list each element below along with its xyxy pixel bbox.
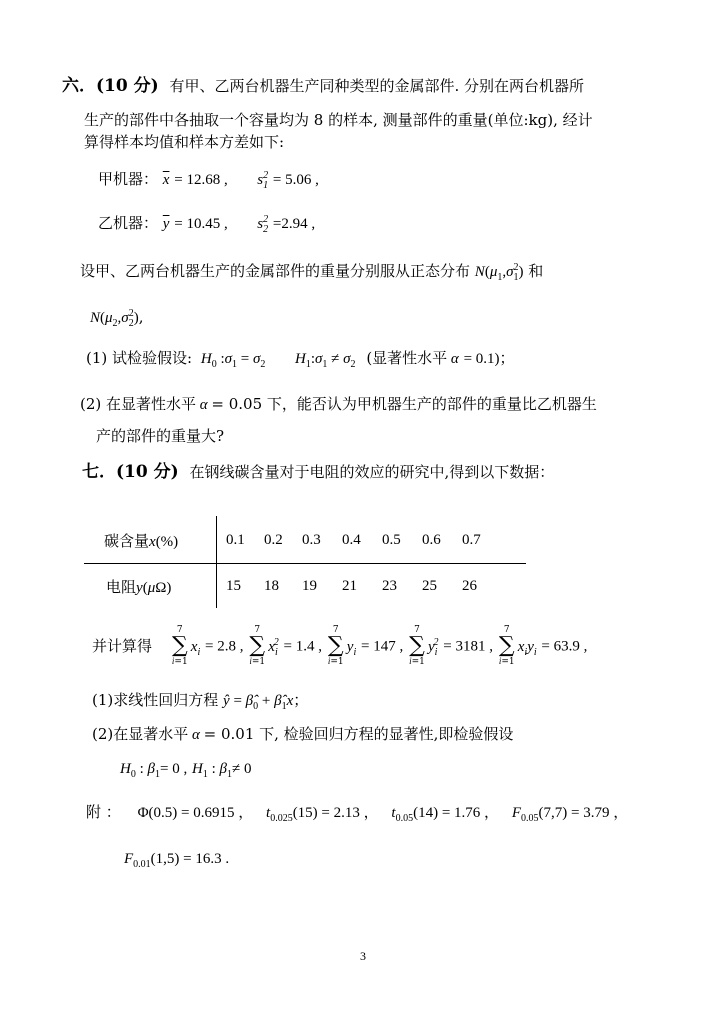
resistance-value-cell: 15 [226,578,241,594]
q6-part1-c: = 0.1)； [463,351,515,367]
q6-text5-end: , [138,308,144,326]
x-bar-symbol: $\overline{x}$ [162,172,170,188]
carbon-value-cell: 0.4 [342,532,361,548]
appendix-t1: (15) = 2.13 ， [292,805,379,821]
q6-line3: 算得样本均值和样本方差如下: [84,133,285,151]
q6-text4-end: 和 [528,262,544,280]
sum-x2: = 1.4 , [283,638,322,655]
jia-var: = 5.06 , [272,172,319,188]
q6-line1 [62,76,584,96]
q6-text4: 设甲、乙两台机器生产的金属部件的重量分别服从正态分布 [80,262,471,280]
q6-jia-line [98,166,319,196]
q6-line2: 生产的部件中各抽取一个容量均为 8 的样本, 测量部件的重量(单位:kg), 经计 [84,111,593,129]
s2-symbol: $s_2^2$ [257,214,269,235]
q7-part1: (1)求线性回归方程 ŷ = $\betâ_0$ + $\betâ_1x$； [92,691,309,712]
h1-value: ≠ 0 [232,761,252,777]
carbon-value-cell: 0.6 [422,532,441,548]
table-row2-label: 电阻y(μΩ) [106,578,172,596]
yi-label: 乙机器： [98,214,159,232]
q7-line1 [82,462,554,482]
q6-part2-a: (2) 在显著性水平 [80,395,197,413]
q7-part1-a: (1)求线性回归方程 [92,691,219,709]
q7-text1: 在钢线碳含量对于电阻的效应的研究中,得到以下数据： [189,463,555,481]
q7-part2-a: (2)在显著水平 [92,725,189,743]
resistance-value-cell: 25 [422,578,437,594]
carbon-value-cell: 0.2 [264,532,283,548]
carbon-value-cell: 0.7 [462,532,481,548]
table-row1-label: 碳含量x(%) [104,532,179,550]
h0-value: = 0 , [160,761,188,777]
q7-hypothesis: $H_0$ : $\beta_1= 0$ , $H_1$ : $\beta_1\ne 0$ [120,761,252,780]
q7-part2-b: = 0.01 下, 检验回归方程的显著性,即检验假设 [203,725,514,743]
yi-var: =2.94 , [272,216,316,232]
q6-part1-b: (显著性水平 [366,349,448,367]
q6-part1: (1) 试检验假设: $H_0$ $:\sigma_1 = \sigma_2$ $H_1:\sigma_1 \ne \sigma_2$ (显著性水平 α = 0.1)； [86,349,515,370]
q6-part1-a: (1) 试检验假设: [86,349,193,367]
table-divider-vertical [216,516,217,608]
sum-x: = 2.8 , [205,638,244,655]
resistance-value-cell: 26 [462,578,477,594]
q6-part2: (2) 在显著性水平 α = 0.05 下，能否认为甲机器生产的部件的重量比乙机器生 [80,395,597,413]
resistance-value-cell: 18 [264,578,279,594]
q6-heading: 六．(10 分) [62,76,159,96]
q6-part2-c: 产的部件的重量大? [96,427,225,445]
sum-y: = 147 , [361,638,404,655]
appendix-phi: Φ(0.5) = 0.6915 ， [137,805,254,821]
appendix-label: 附 ： [86,803,121,821]
q6-line5: $N(\mu_2,\sigma_2^2)$, [90,308,144,329]
q7-part2: (2)在显著水平 α = 0.01 下, 检验回归方程的显著性,即检验假设 [92,725,514,743]
s1-symbol: $s_1^2$ [257,170,269,191]
appendix-f2: (1,5) = 16.3 . [150,851,230,867]
sum-y2: = 3181 , [443,638,493,655]
q6-line4: 设甲、乙两台机器生产的金属部件的重量分别服从正态分布 $N(\mu_1,\sigma_1^2)$ 和 [80,262,544,283]
jia-label: 甲机器： [98,170,159,188]
q6-text1: 有甲、乙两台机器生产同种类型的金属部件. 分别在两台机器所 [169,77,584,95]
resistance-value-cell: 23 [382,578,397,594]
y-bar-symbol: $\overline{y}$ [162,216,170,232]
q6-yi-line [98,210,315,240]
appendix-line1: 附 ： Φ(0.5) = 0.6915 ， $t_{0.025}(15) = 2.13$ ， $t_{0.05}(14) = 1.76$ ， $F_{0.05}(7,7) = 3.79$ ， [86,803,629,824]
carbon-value-cell: 0.5 [382,532,401,548]
carbon-value-cell: 0.3 [302,532,321,548]
q6-part2-b: = 0.05 下，能否认为甲机器生产的部件的重量比乙机器生 [211,395,597,413]
jia-mean: = 12.68 , [174,172,228,188]
dist-n2: N [90,310,101,326]
q7-heading: 七．(10 分) [82,462,179,482]
table-divider-horizontal [84,563,526,564]
sum-xy: = 63.9 , [541,638,588,655]
yi-mean: = 10.45 , [174,216,228,232]
appendix-f1: (7,7) = 3.79 ， [538,805,629,821]
q7-part1-b: ； [293,691,309,709]
calc-label: 并计算得 [92,636,153,655]
q7-sums: 并计算得 7 ∑ i=1 $x_i = 2.8$ , 7 ∑ i=1 $x_i^2 = 1.4$ , 7 ∑ i=1 $y_i = 147$ , 7 ∑ i=1 $y_i^2 = 3181$ , 7 ∑ i=1 $x_iy_i = 63.9$ , [92,625,588,667]
appendix-line2: $F_{0.01}(1,5) = 16.3$ . [124,851,230,870]
resistance-value-cell: 21 [342,578,357,594]
appendix-t2: (14) = 1.76 ， [413,805,500,821]
carbon-value-cell: 0.1 [226,532,245,548]
resistance-value-cell: 19 [302,578,317,594]
page-number: 3 [360,949,366,963]
dist-n1: N [474,264,485,280]
